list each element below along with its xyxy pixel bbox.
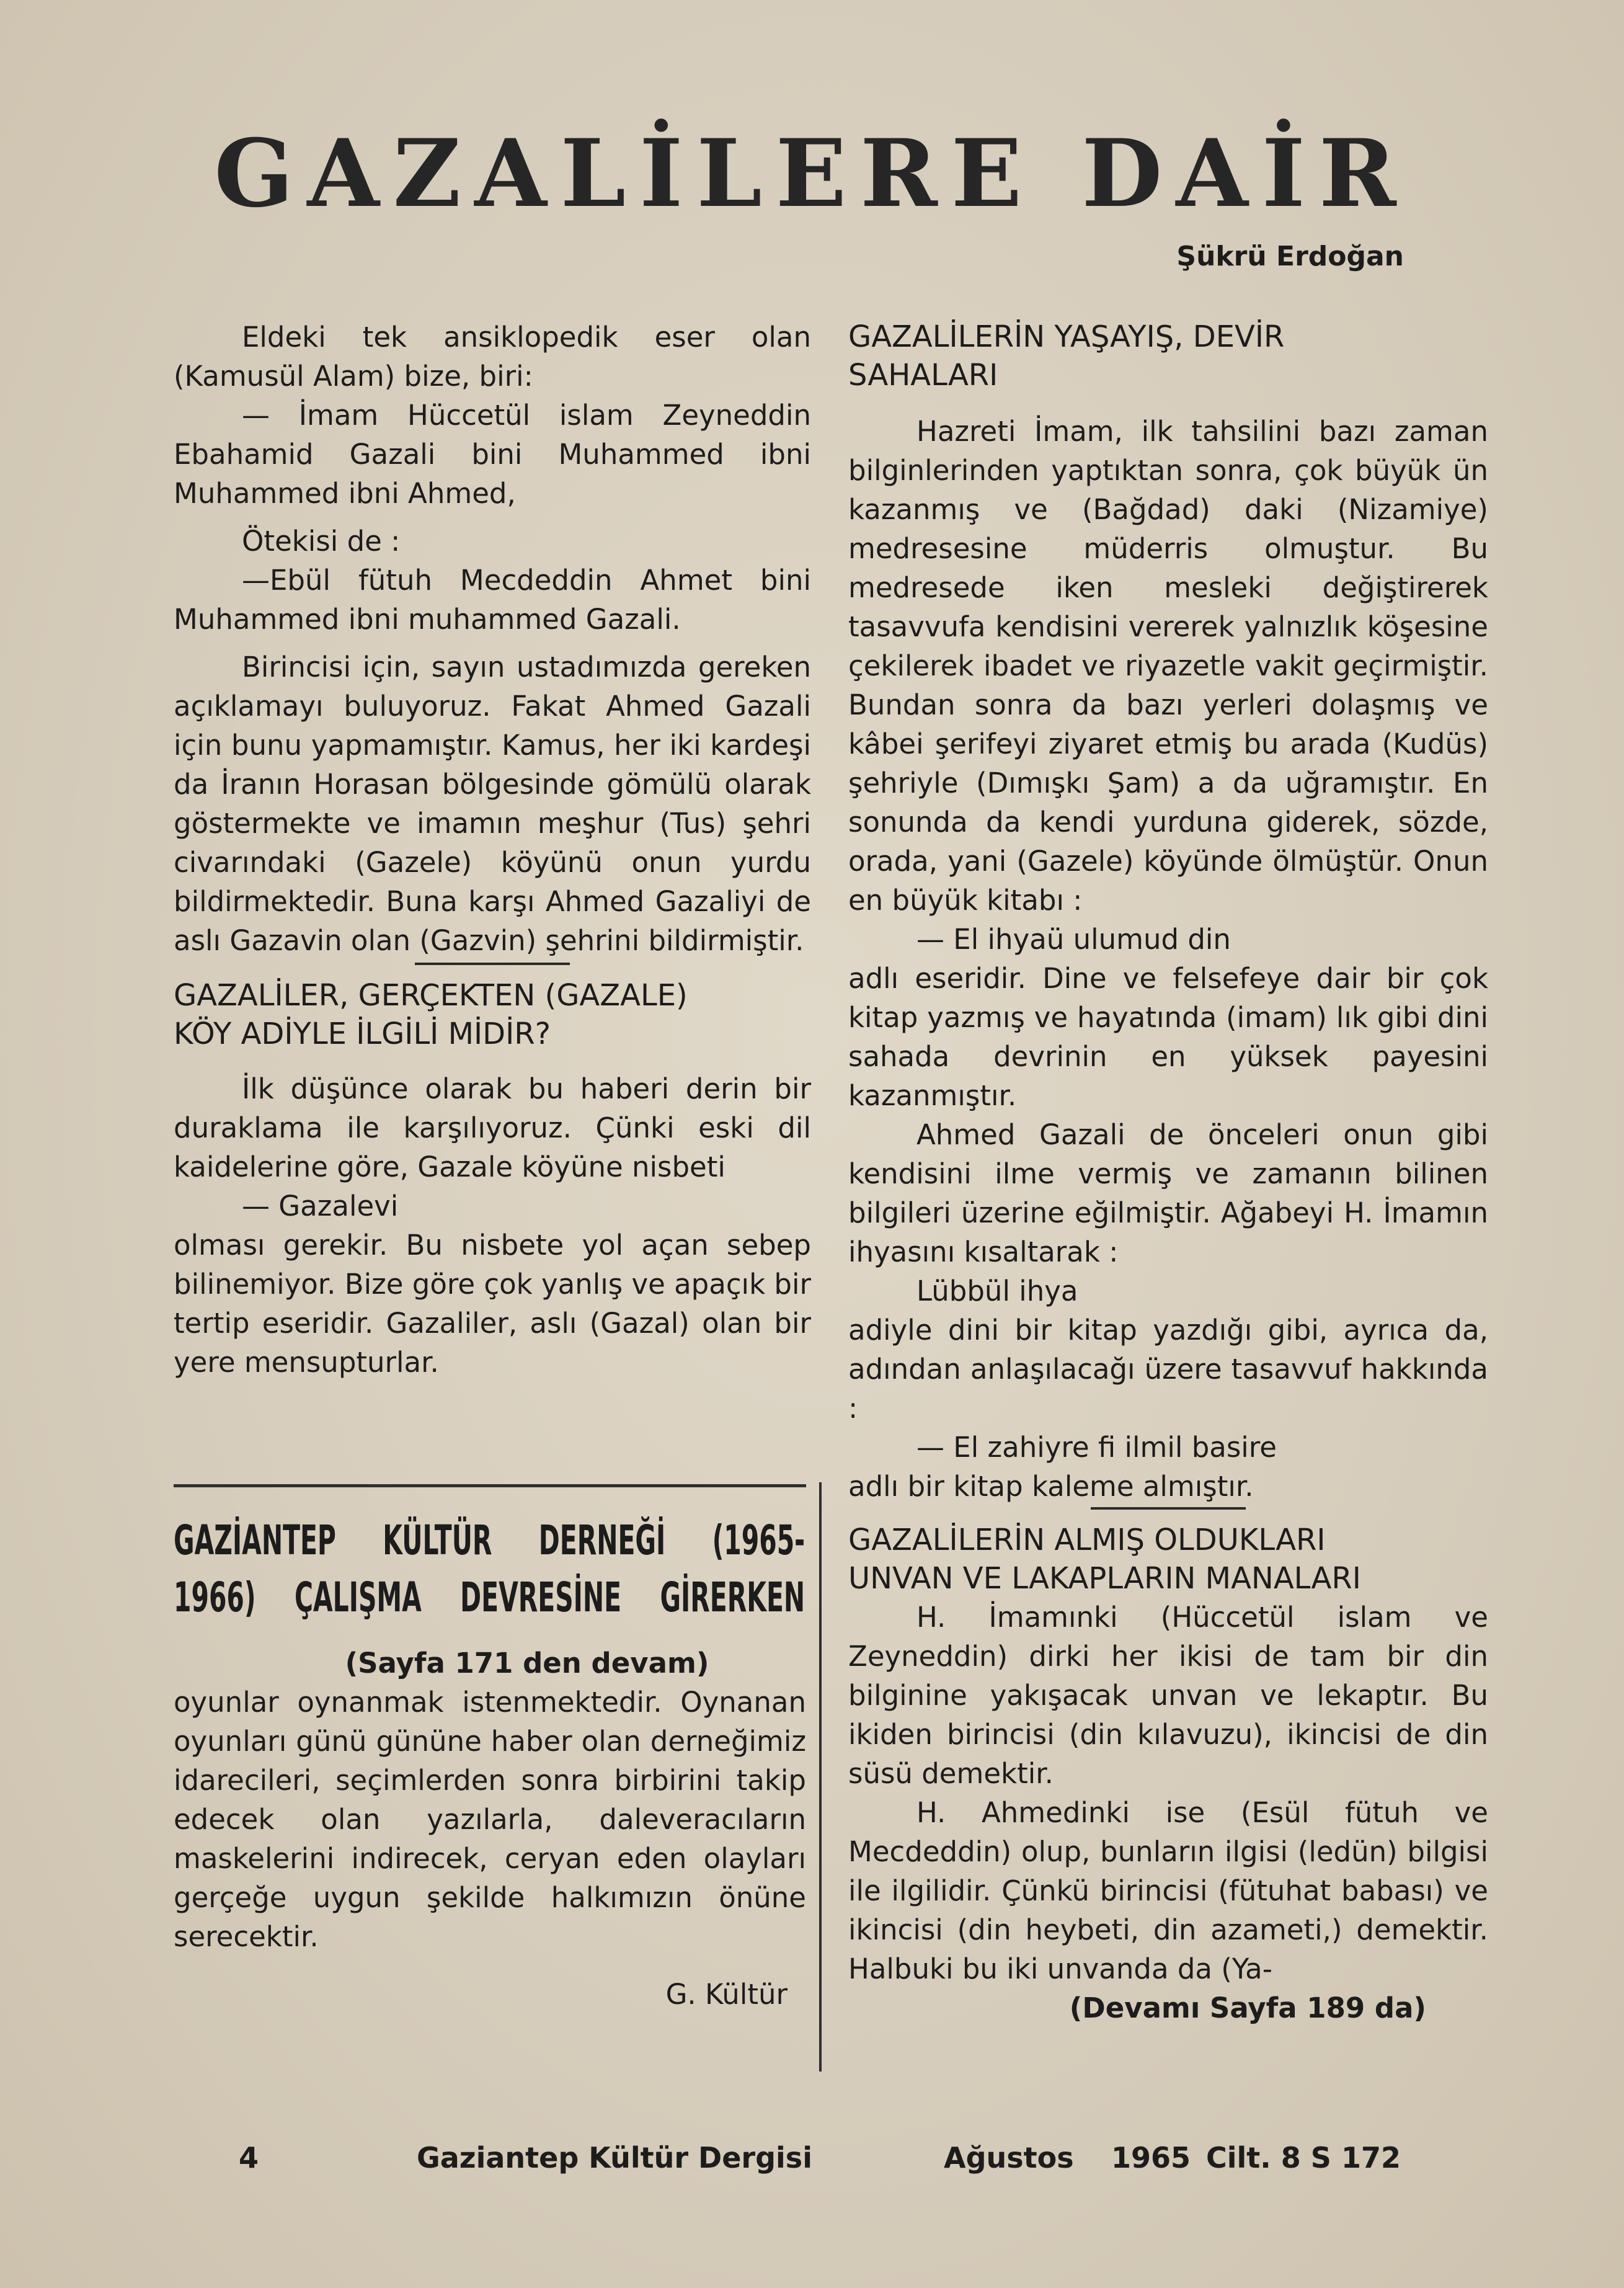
issue-volume: Cilt. 8 S 172 [1206,2141,1401,2174]
paragraph: Eldeki tek ansiklopedik eser olan (Kamusül Alam) bize, biri: [174,321,811,393]
left-column [174,318,811,1382]
paragraph: İlk düşünce olarak bu haberi derin bir duraklama ile karşılıyoruz. Çünki eski dil kaidelerine göre, Gazale köyüne nisbeti [174,1072,811,1183]
paragraph: Birincisi için, sayın ustadımızda gereken açıklamayı buluyoruz. Fakat Ahmed Gazali için bunu yapmamıştır. Kamus, her iki kardeşi da İranın Horasan bölgesinde gömülü olarak göstermekte ve imamın meşhur (Tus) şehri civarındaki (Gazele) köyünü onun yurdu bildirmektedir. Buna karşı Ahmed Gazaliyi de aslı Gazavin olan (Gazvin) şehrini bildirmiştir. [174,651,811,957]
article-heading: 1966) ÇALIŞMA DEVRESİNE GİRERKEN [174,1574,805,1621]
paragraph: — El zahiyre fi ilmil basire [916,1431,1277,1464]
issue-year: 1965 [1111,2141,1191,2174]
paragraph: Ahmed Gazali de önceleri onun gibi kendisini ilme vermiş ve zamanın bilinen bilgileri üzerine eğilmiştir. Ağabeyi H. İmamın ihyasını kısaltarak : [848,1118,1488,1268]
paragraph: — İmam Hüccetül islam Zeyneddin Ebahamid Gazali bini Muhammed ibni Muhammed ibni Ahmed, [174,399,811,510]
section-heading: UNVAN VE LAKAPLARIN MANALARI [848,1561,1361,1596]
article-box [174,1512,806,2014]
section-heading: GAZALİLERİN ALMIŞ OLDUKLARI [848,1523,1326,1557]
paragraph: adlı bir kitap kaleme almıştır. [848,1470,1254,1503]
section-heading: KÖY ADİYLE İLGİLİ MİDİR? [174,1017,551,1051]
paragraph: oyunlar oynanmak istenmektedir. Oynanan oyunları günü gününe haber olan derneğimiz idarecileri, seçimlerden sonra birbirini takip edecek olan yazılarla, daleveracıların maskelerini indirecek, ceryan eden olayları gerçeğe uygun şekilde halkımızın önüne serecektir. [174,1686,806,1953]
right-column [848,318,1488,2028]
issue-month: Ağustos [944,2141,1074,2174]
continuation-note: (Sayfa 171 den devam) [345,1647,709,1680]
paragraph: — Gazalevi [242,1190,399,1222]
page-title: GAZALİLERE DAİR [214,119,1410,228]
signature: G. Kültür [665,1978,788,2011]
paragraph: H. İmamınki (Hüccetül islam ve Zeyneddin) dirki her ikisi de tam bir din bilginine yakışacak unvan ve lekaptır. Bu ikiden birincisi (din kılavuzu), ikincisi de din süsü demektir. [848,1601,1488,1790]
paragraph: adlı eseridir. Dine ve felsefeye dair bir çok kitap yazmış ve hayatında (imam) lık gibi dini sahada devrinin en yüksek payesini kazanmıştır. [848,962,1488,1112]
paragraph: adiyle dini bir kitap yazdığı gibi, ayrıca da, adından anlaşılacağı üzere tasavvuf hakkında : [848,1314,1488,1425]
section-heading: GAZALİLERİN YAŞAYIŞ, DEVİR [848,319,1285,354]
paragraph: Lübbül ihya [916,1275,1078,1307]
paragraph: H. Ahmedinki ise (Esül fütuh ve Mecdeddin) olup, bunların ilgisi (ledün) bilgisi ile ilgilidir. Çünkü birincisi (fütuhat babası) ve ikincisi (din heybeti, din azameti,) demektir. Halbuki bu iki unvanda da (Ya- [848,1796,1488,1985]
magazine-name: Gaziantep Kültür Dergisi [417,2141,812,2174]
paragraph: Hazreti İmam, ilk tahsilini bazı zaman bilginlerinden yaptıktan sonra, çok büyük ün kazanmış ve (Bağdad) daki (Nizamiye) medresesine müderris olmuştur. Bu medresede iken mesleki değiştirerek tasavvufa kendisini vererek yalnızlık köşesine çekilerek ibadet ve riyazetle vakit geçirmiştir. Bundan sonra da bazı yerleri dolaşmış ve kâbei şerifeyi ziyaret etmiş bu arada (Kudüs) şehriyle (Dımışkı Şam) a da uğramıştır. En sonunda da kendi yurduna giderek, sözde, orada, yani (Gazele) köyünde ölmüştür. Onun en büyük kitabı : [848,415,1488,917]
paragraph: — El ihyaü ulumud din [916,923,1231,956]
article-heading: GAZİANTEP KÜLTÜR DERNEĞİ (1965- [174,1516,805,1564]
continuation-note: (Devamı Sayfa 189 da) [1069,1992,1426,2024]
column-divider [819,1482,822,2072]
paragraph: Ötekisi de : [242,525,401,558]
section-heading: GAZALİLER, GERÇEKTEN (GAZALE) [174,978,688,1013]
section-heading: SAHALARI [848,358,998,393]
author-name: Şükrü Erdoğan [1176,241,1404,272]
page-number: 4 [239,2141,259,2174]
horizontal-divider [174,1484,806,1487]
paragraph: —Ebül fütuh Mecdeddin Ahmet bini Muhammed ibni muhammed Gazali. [174,564,811,636]
paragraph: olması gerekir. Bu nisbete yol açan sebep bilinemiyor. Bize göre çok yanlış ve apaçık bir tertip eseridir. Gazaliler, aslı (Gazal) olan bir yere mensupturlar. [174,1229,811,1379]
